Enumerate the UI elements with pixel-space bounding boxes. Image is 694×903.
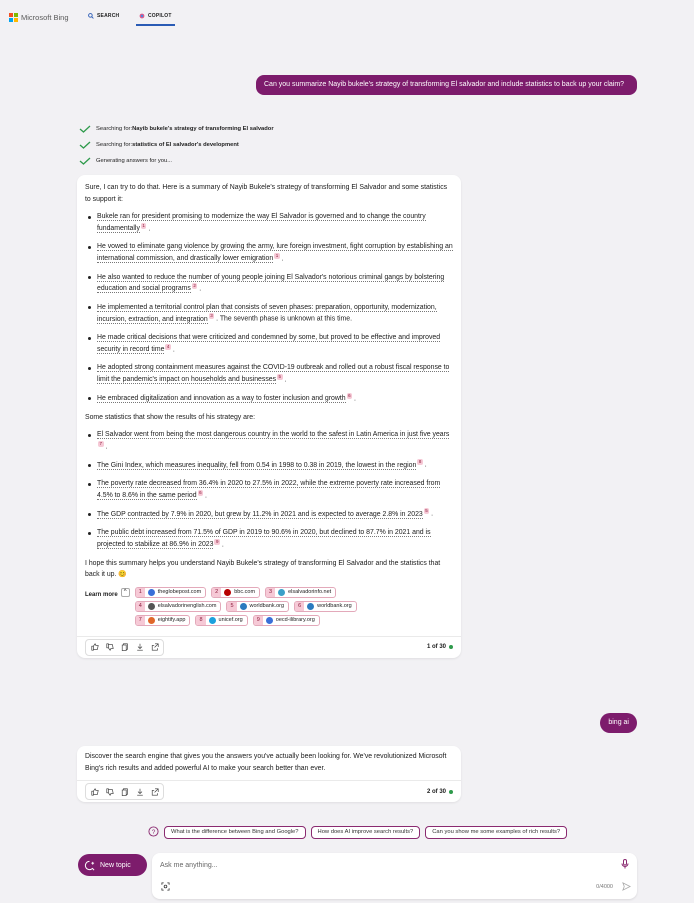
- step-query: statistics of El salvador's development: [132, 142, 239, 148]
- citation-ref[interactable]: 3: [210, 313, 213, 319]
- link-number: 1: [136, 588, 145, 597]
- download-icon[interactable]: [133, 641, 146, 654]
- message-actions: [77, 780, 461, 802]
- link-number: 7: [136, 616, 145, 625]
- citation-ref[interactable]: 7: [99, 440, 103, 446]
- answer-2-text: Discover the search engine that gives you the answers you've actually been looking for. We've revolutionized Microsoft Bing's rich results and added powerful AI to make your search better than ever.: [85, 753, 447, 772]
- checkmark-icon: [79, 157, 91, 165]
- bullet-text: El Salvador went from being the most dangerous country in the world to the safest in Latin America in just five years: [97, 431, 450, 439]
- user-message: Can you summarize Nayib bukele's strategy of transforming El salvador and include statistics to back up your claim?: [256, 75, 637, 95]
- response-count-text: 1 of 30: [426, 644, 446, 651]
- bullet-text: The poverty rate decreased from 36.4% in 2020 to 27.5% in 2022, while the extreme poverty rate increased from 4.5% to 8.6% in the same period: [97, 480, 441, 499]
- step-item: [79, 153, 274, 169]
- bullet-text: He also wanted to reduce the number of young people joining El Salvador's notorious criminal gangs by bolstering education and social programs: [97, 273, 445, 293]
- bing-logo[interactable]: [9, 13, 69, 22]
- response-counter: [427, 789, 453, 795]
- bullet-text: He vowed to eliminate gang violence by growing the army, lure foreign investment, fight corruption by establishing an international commission, and drastically lower emigration: [97, 243, 453, 263]
- answer-outro: I hope this summary helps you understand Nayib Bukele's strategy of transforming El Salvador and the statistics that back it up. 😊: [85, 559, 441, 579]
- tab-copilot[interactable]: [139, 13, 172, 19]
- bullet-item: He adopted strong containment measures against the COVID-19 outbreak and rolled out a robust fiscal response to limit the pandemic's impact on households and businesses 5 .: [85, 362, 453, 385]
- learn-more-links: [135, 587, 385, 626]
- link-number: 4: [136, 602, 145, 611]
- suggestion-chip[interactable]: Can you show me some examples of rich results?: [425, 826, 567, 839]
- checkmark-icon: [79, 141, 91, 149]
- citation-ref[interactable]: 1: [142, 222, 145, 228]
- response-count-text: 2 of 30: [426, 788, 446, 795]
- favicon-icon: [224, 589, 231, 596]
- step-query: Nayib bukele's strategy of transforming El salvador: [132, 126, 274, 132]
- step-prefix: Generating answers for you...: [96, 158, 173, 164]
- step-prefix: Searching for:: [96, 126, 133, 132]
- bot-answer-card: [77, 175, 461, 658]
- response-counter: [427, 644, 453, 650]
- bullet-text: He implemented a territorial control plan that consists of seven phases: preparation, opportunity, modernization, incursion, extraction, and integration: [97, 303, 437, 323]
- bullet-text: He embraced digitalization and innovation as a way to foster inclusion and growth: [97, 395, 346, 403]
- bullet-tail: The seventh phase is unknown at this time.: [218, 315, 352, 323]
- bullet-item: The Gini Index, which measures inequality, fell from 0.54 in 1998 to 0.38 in 2019, the lowest in the region 8 .: [85, 459, 453, 471]
- learn-more-label: Learn more: [85, 591, 118, 598]
- link-number: 2: [212, 588, 221, 597]
- link-domain: elsalvadorinenglish.com: [157, 602, 217, 609]
- copy-icon[interactable]: [118, 641, 131, 654]
- copilot-icon: [139, 13, 145, 19]
- link-number: 8: [196, 616, 205, 625]
- thumbs-up-icon[interactable]: [88, 641, 101, 654]
- citation-ref[interactable]: 9: [215, 538, 219, 544]
- bullet-text: He made critical decisions that were criticized and condemned by some, but proved to be effective and improved security in record time: [97, 334, 441, 353]
- top-bar: [0, 0, 694, 30]
- progress-steps: [79, 121, 274, 169]
- citation-ref[interactable]: 1: [275, 252, 279, 258]
- link-number: 5: [227, 602, 236, 611]
- new-topic-button[interactable]: [78, 854, 147, 876]
- favicon-icon: [278, 589, 285, 596]
- citation-ref[interactable]: 6: [348, 392, 351, 398]
- answer-intro: Sure, I can try to do that. Here is a summary of Nayib Bukele's strategy of transforming El Salvador and some statistics to support it:: [85, 184, 448, 203]
- link-domain: unicef.org: [218, 616, 243, 623]
- bullet-item: He embraced digitalization and innovation as a way to foster inclusion and growth 6 .: [85, 393, 453, 405]
- step-prefix: Searching for:: [96, 142, 133, 148]
- link-number: 6: [295, 602, 304, 611]
- chat-composer[interactable]: [152, 853, 637, 899]
- link-domain: eightify.app: [157, 616, 186, 623]
- learn-more-link[interactable]: [211, 587, 260, 598]
- citation-ref[interactable]: 8: [418, 459, 422, 465]
- favicon-icon: [148, 589, 155, 596]
- chevron-up-icon[interactable]: ^: [121, 588, 130, 597]
- user-message-2: bing ai: [600, 713, 637, 733]
- favicon-icon: [266, 617, 273, 624]
- citation-ref[interactable]: 4: [166, 343, 170, 349]
- link-domain: bbc.com: [234, 588, 256, 595]
- favicon-icon: [240, 603, 247, 610]
- download-icon[interactable]: [133, 785, 146, 798]
- brand-name: Microsoft Bing: [21, 13, 69, 22]
- learn-more-link[interactable]: [135, 587, 206, 598]
- bullet-item: The public debt increased from 71.5% of GDP in 2019 to 90.6% in 2020, but declined to 87.7% in 2021 and is projected to stabilize at 86.9% in 2023 9 .: [85, 527, 453, 550]
- status-dot: [449, 645, 453, 649]
- chat-input[interactable]: Ask me anything...: [160, 862, 218, 869]
- bullet-text: The public debt increased from 71.5% of GDP in 2019 to 90.6% in 2020, but declined to 87.7% in 2021 and is projected to stabilize at 86.9% in 2023: [97, 529, 431, 549]
- learn-more-link[interactable]: [195, 615, 247, 626]
- link-domain: oecd-ilibrary.org: [275, 616, 315, 623]
- citation-ref[interactable]: 2: [193, 283, 196, 289]
- checkmark-icon: [79, 125, 91, 133]
- learn-more-link[interactable]: [265, 587, 336, 598]
- suggestion-chip[interactable]: How does AI improve search results?: [311, 826, 421, 839]
- learn-more-link[interactable]: [294, 601, 357, 612]
- bullet-text: He adopted strong containment measures against the COVID-19 outbreak and rolled out a robust fiscal response to limit the pandemic's impact on households and businesses: [97, 364, 450, 384]
- step-item: [79, 121, 274, 137]
- bullet-item: The poverty rate decreased from 36.4% in 2020 to 27.5% in 2022, while the extreme poverty rate increased from 4.5% to 8.6% in the same period 6 .: [85, 478, 453, 501]
- bullet-item: El Salvador went from being the most dangerous country in the world to the safest in Latin America in just five years7 .: [85, 429, 453, 452]
- share-icon[interactable]: [148, 785, 161, 798]
- suggestion-chip[interactable]: What is the difference between Bing and Google?: [164, 826, 306, 839]
- learn-more-link[interactable]: [135, 601, 222, 612]
- citation-ref[interactable]: 6: [199, 489, 202, 495]
- link-number: 9: [254, 616, 263, 625]
- citation-ref[interactable]: 5: [425, 508, 428, 514]
- search-icon: [88, 13, 94, 19]
- thumbs-down-icon[interactable]: [103, 641, 116, 654]
- bullet-item: He implemented a territorial control plan that consists of seven phases: preparation, opportunity, modernization, incursion, extraction, and integration 3 . The seventh phase is unknown at this time.: [85, 302, 453, 325]
- link-number: 3: [266, 588, 275, 597]
- tab-copilot-label: COPILOT: [148, 13, 172, 19]
- favicon-icon: [148, 603, 155, 610]
- stats-intro: Some statistics that show the results of his strategy are:: [85, 413, 256, 421]
- bot-answer-card-2: [77, 746, 461, 802]
- bullet-item: He vowed to eliminate gang violence by growing the army, lure foreign investment, fight corruption by establishing an international commission, and drastically lower emigration 1 .: [85, 241, 453, 264]
- char-counter: 0/4000: [596, 884, 613, 890]
- link-domain: worldbank.org: [249, 602, 285, 609]
- new-topic-icon: [84, 860, 95, 871]
- link-domain: theglobepost.com: [157, 588, 202, 595]
- step-item: [79, 137, 274, 153]
- suggestions: [148, 826, 567, 839]
- favicon-icon: [209, 617, 216, 624]
- favicon-icon: [307, 603, 314, 610]
- status-dot: [449, 790, 453, 794]
- bullet-text: Bukele ran for president promising to modernize the way El Salvador is governed and to change the country fundamentally: [97, 213, 426, 232]
- bullet-item: Bukele ran for president promising to modernize the way El Salvador is governed and to change the country fundamentally 1 .: [85, 211, 453, 234]
- strategy-list: [85, 211, 453, 405]
- stats-list: [85, 429, 453, 550]
- learn-more: [85, 587, 453, 632]
- image-search-icon[interactable]: [161, 882, 170, 893]
- citation-ref[interactable]: 5: [278, 373, 282, 379]
- microsoft-logo-icon: [9, 13, 18, 22]
- favicon-icon: [148, 617, 155, 624]
- bullet-text: The GDP contracted by 7.9% in 2020, but grew by 11.2% in 2021 and is expected to average 2.8% in 2023: [97, 510, 423, 518]
- thumbs-up-icon[interactable]: [88, 785, 101, 798]
- bullet-item: He also wanted to reduce the number of young people joining El Salvador's notorious criminal gangs by bolstering education and social programs 2 .: [85, 272, 453, 295]
- microphone-icon[interactable]: [621, 859, 629, 871]
- svg-text:?: ?: [151, 828, 156, 836]
- share-icon[interactable]: [148, 641, 161, 654]
- send-icon[interactable]: [622, 882, 631, 893]
- thumbs-down-icon[interactable]: [103, 785, 116, 798]
- new-topic-label: New topic: [100, 861, 131, 869]
- learn-more-link[interactable]: [226, 601, 289, 612]
- bullet-item: The GDP contracted by 7.9% in 2020, but grew by 11.2% in 2021 and is expected to average 2.8% in 2023 5 .: [85, 508, 453, 520]
- link-domain: elsalvadorinfo.net: [288, 588, 332, 595]
- bullet-text: The Gini Index, which measures inequality, fell from 0.54 in 1998 to 0.38 in 2019, the lowest in the region: [97, 461, 417, 469]
- copy-icon[interactable]: [118, 785, 131, 798]
- message-actions: [77, 636, 461, 658]
- bullet-item: He made critical decisions that were criticized and condemned by some, but proved to be effective and improved security in record time 4 .: [85, 332, 453, 355]
- tab-search-label: SEARCH: [97, 13, 120, 19]
- learn-more-link[interactable]: [135, 615, 191, 626]
- link-domain: worldbank.org: [317, 602, 352, 609]
- tab-search[interactable]: [88, 13, 119, 19]
- help-icon[interactable]: [148, 826, 159, 839]
- learn-more-link[interactable]: [253, 615, 320, 626]
